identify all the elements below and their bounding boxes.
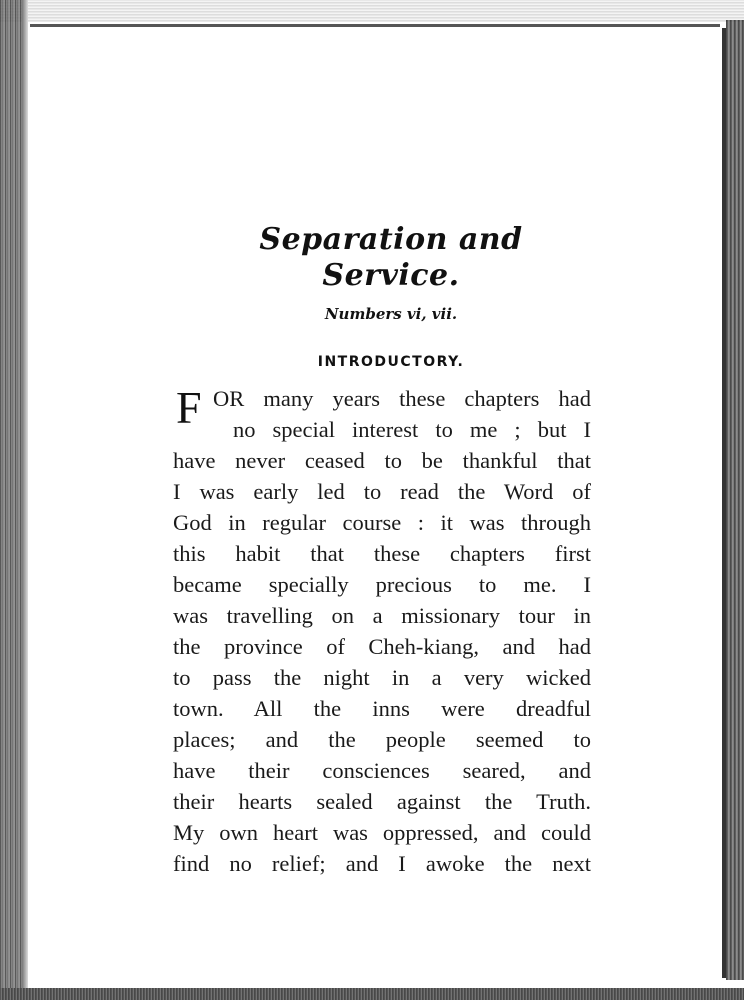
drop-cap: F (176, 382, 202, 433)
page-content (173, 222, 591, 879)
section-heading: INTRODUCTORY. (317, 354, 465, 370)
text-line: find no relief; and I awoke the next (173, 851, 591, 876)
text-line: this habit that these chapters first (173, 541, 591, 566)
text-line: town. All the inns were dreadful (173, 696, 591, 721)
gutter-edge (22, 0, 28, 1000)
text-line: have their consciences seared, and (173, 758, 591, 783)
page-top-edge (0, 0, 744, 22)
text-line: their hearts sealed against the Truth. (173, 789, 591, 814)
page-bottom-edge (0, 988, 744, 1000)
text-line: places; and the people seemed to (173, 727, 591, 752)
page-right-edge (726, 20, 744, 980)
text-line: I was early led to read the Word of (173, 479, 591, 504)
text-line: became specially precious to me. I (173, 572, 591, 597)
text-line: to pass the night in a very wicked (173, 665, 591, 690)
text-line: have never ceased to be thankful that (173, 448, 591, 473)
page-top-shadow (30, 24, 720, 27)
chapter-title: Separation and Service. (259, 222, 523, 293)
text-line: was travelling on a missionary tour in (173, 603, 591, 628)
text-line: My own heart was oppressed, and could (173, 820, 591, 845)
body-text (173, 383, 591, 879)
text-line: no special interest to me ; but I (233, 417, 591, 442)
binding-gutter (0, 0, 22, 1000)
chapter-subtitle: Numbers vi, vii. (324, 305, 458, 323)
text-line: God in regular course : it was through (173, 510, 591, 535)
text-line: the province of Cheh-kiang, and had (173, 634, 591, 659)
text-line: OR many years these chapters had (213, 386, 591, 411)
